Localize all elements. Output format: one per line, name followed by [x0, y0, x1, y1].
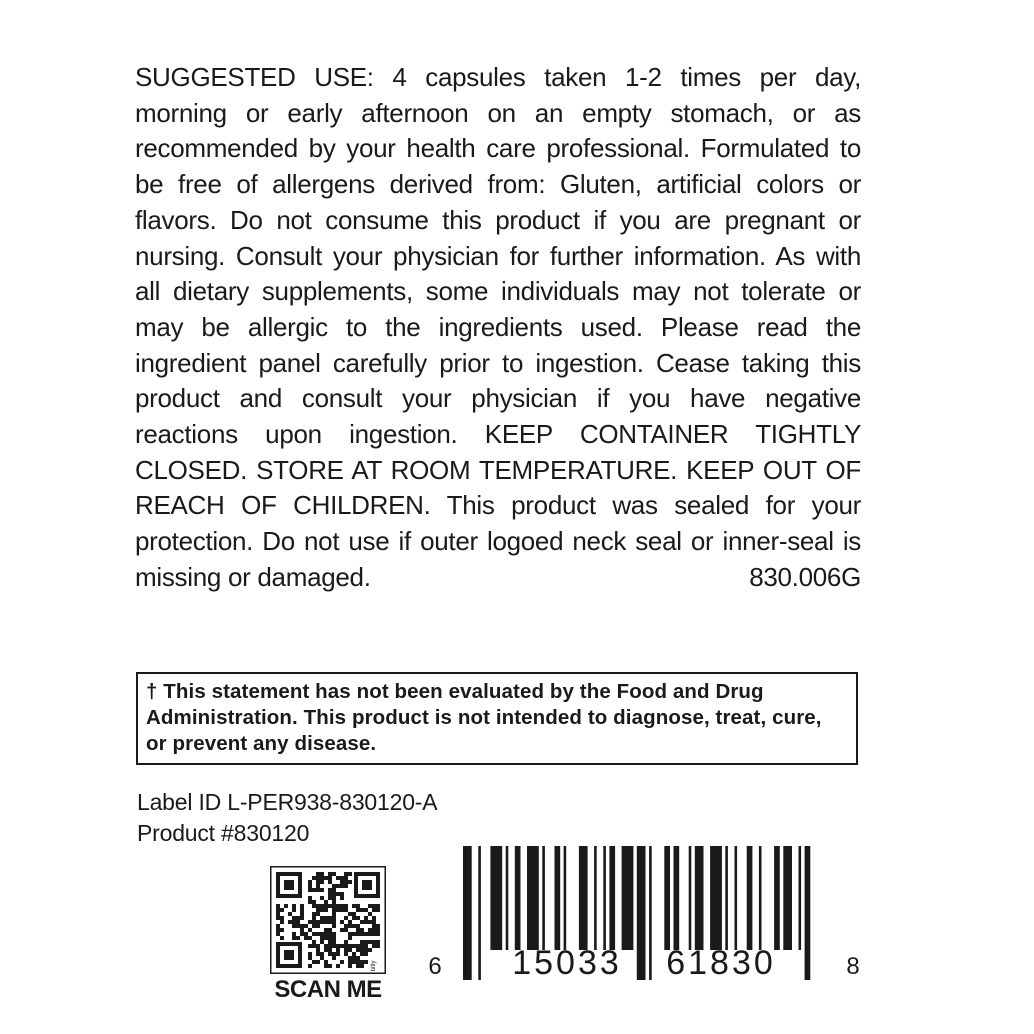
qr-module — [308, 964, 312, 968]
qr-module — [360, 960, 364, 964]
barcode-bar — [799, 846, 802, 950]
barcode-right-digits: 61830 — [666, 944, 776, 982]
qr-module — [308, 888, 312, 892]
qr-module — [320, 952, 324, 956]
qr-module — [364, 960, 368, 964]
qr-module — [332, 892, 336, 896]
barcode-bar — [783, 846, 792, 950]
barcode-bar — [542, 846, 545, 950]
qr-module — [320, 936, 324, 940]
qr-module — [348, 936, 352, 940]
qr-module — [316, 904, 320, 908]
qr-module — [340, 928, 344, 932]
qr-module — [348, 960, 352, 964]
qr-module — [376, 932, 380, 936]
qr-module — [352, 932, 356, 936]
qr-module — [308, 944, 312, 948]
qr-module — [376, 924, 380, 928]
qr-module — [308, 956, 312, 960]
qr-module — [336, 964, 340, 968]
qr-module — [332, 896, 336, 900]
barcode-bar — [664, 846, 670, 950]
qr-module — [360, 940, 364, 944]
qr-module — [276, 916, 280, 920]
qr-module — [324, 948, 328, 952]
qr-module — [296, 936, 300, 940]
qr-module — [324, 876, 328, 880]
qr-module — [328, 928, 332, 932]
qr-module — [328, 888, 332, 892]
qr-module — [348, 944, 352, 948]
qr-module — [308, 884, 312, 888]
barcode-bar — [603, 846, 606, 950]
qr-code[interactable] — [270, 866, 386, 974]
qr-module — [316, 880, 320, 884]
qr-module — [312, 876, 316, 880]
qr-module — [316, 912, 320, 916]
qr-module — [376, 944, 380, 948]
qr-module — [352, 904, 356, 908]
qr-module — [376, 928, 380, 932]
qr-module — [340, 960, 344, 964]
qr-module — [332, 936, 336, 940]
qr-module — [356, 924, 360, 928]
barcode-lead-digit: 6 — [428, 953, 442, 980]
barcode-bar — [555, 846, 561, 950]
qr-module — [360, 964, 364, 968]
qr-module — [368, 932, 372, 936]
qr-module — [312, 944, 316, 948]
qr-module — [352, 944, 356, 948]
qr-module — [344, 916, 348, 920]
qr-module — [328, 932, 332, 936]
qr-module — [336, 908, 340, 912]
qr-module — [360, 952, 364, 956]
qr-module — [360, 932, 364, 936]
qr-module — [372, 916, 376, 920]
qr-module — [312, 900, 316, 904]
barcode-bar — [674, 846, 680, 950]
qr-module — [280, 936, 284, 940]
barcode-bar — [515, 846, 521, 950]
qr-module — [364, 944, 368, 948]
qr-module — [336, 884, 340, 888]
qr-module — [364, 916, 368, 920]
fda-disclaimer-box — [136, 672, 858, 765]
qr-module — [316, 944, 320, 948]
qr-module — [308, 952, 312, 956]
qr-module — [364, 948, 368, 952]
qr-module — [340, 880, 344, 884]
qr-module — [276, 928, 280, 932]
barcode-bar — [735, 846, 738, 950]
qr-module — [292, 920, 296, 924]
qr-module — [332, 872, 336, 876]
qr-module — [316, 960, 320, 964]
qr-module — [348, 912, 352, 916]
qr-module — [304, 936, 308, 940]
qr-module — [364, 920, 368, 924]
qr-brand-label: bitly — [371, 960, 377, 972]
barcode-bar — [478, 846, 481, 980]
qr-module — [376, 940, 380, 944]
qr-module — [348, 956, 352, 960]
qr-module — [336, 904, 340, 908]
qr-module — [296, 916, 300, 920]
qr-module — [276, 932, 280, 936]
barcode-bar — [579, 846, 588, 950]
qr-module — [332, 908, 336, 912]
qr-module — [332, 888, 336, 892]
qr-module — [336, 892, 340, 896]
qr-module — [328, 964, 332, 968]
barcode-bar — [774, 846, 780, 950]
qr-module — [340, 908, 344, 912]
barcode-bar — [463, 846, 472, 980]
qr-module — [320, 916, 324, 920]
scan-me-caption: SCAN ME — [274, 976, 382, 1003]
qr-module — [356, 932, 360, 936]
qr-module — [320, 888, 324, 892]
qr-module — [328, 872, 332, 876]
barcode-bar — [695, 846, 704, 950]
qr-module — [292, 932, 296, 936]
qr-module — [344, 876, 348, 880]
qr-module — [352, 916, 356, 920]
qr-module — [308, 936, 312, 940]
qr-module — [368, 912, 372, 916]
qr-module — [316, 884, 320, 888]
qr-module — [348, 924, 352, 928]
qr-module — [328, 948, 332, 952]
qr-module — [316, 888, 320, 892]
qr-module — [320, 956, 324, 960]
qr-module — [328, 916, 332, 920]
qr-module — [372, 928, 376, 932]
qr-module — [332, 952, 336, 956]
qr-module — [292, 908, 296, 912]
qr-module — [312, 904, 316, 908]
qr-module — [308, 900, 312, 904]
qr-module — [324, 932, 328, 936]
qr-module — [320, 880, 324, 884]
qr-module — [344, 944, 348, 948]
qr-module — [356, 948, 360, 952]
qr-module — [356, 904, 360, 908]
qr-module — [308, 928, 312, 932]
qr-module — [308, 880, 312, 884]
qr-module — [280, 916, 284, 920]
barcode-bar — [710, 846, 722, 950]
qr-module — [348, 872, 352, 876]
qr-module — [336, 948, 340, 952]
qr-module — [292, 936, 296, 940]
qr-module — [360, 948, 364, 952]
qr-module — [352, 960, 356, 964]
qr-module — [372, 924, 376, 928]
qr-module — [312, 940, 316, 944]
qr-module — [276, 904, 280, 908]
qr-module — [320, 932, 324, 936]
qr-module — [316, 924, 320, 928]
qr-module — [300, 928, 304, 932]
qr-module — [300, 932, 304, 936]
barcode-bar — [622, 846, 634, 950]
qr-module — [320, 940, 324, 944]
qr-module — [308, 896, 312, 900]
barcode-bar — [759, 846, 762, 950]
qr-module — [312, 916, 316, 920]
qr-finder-bottom-left-icon — [276, 942, 302, 968]
qr-module — [356, 960, 360, 964]
qr-module — [332, 916, 336, 920]
qr-module — [372, 944, 376, 948]
qr-module — [332, 924, 336, 928]
qr-module — [328, 904, 332, 908]
qr-finder-top-right-icon — [354, 872, 380, 898]
qr-module — [312, 920, 316, 924]
barcode-bar — [490, 846, 502, 950]
qr-module — [352, 952, 356, 956]
qr-module — [300, 912, 304, 916]
qr-module — [316, 952, 320, 956]
qr-module — [324, 900, 328, 904]
qr-module — [372, 908, 376, 912]
qr-module — [320, 876, 324, 880]
qr-module — [340, 884, 344, 888]
qr-module — [324, 920, 328, 924]
qr-module — [352, 924, 356, 928]
qr-module — [312, 960, 316, 964]
qr-module — [328, 944, 332, 948]
qr-module — [348, 964, 352, 968]
qr-module — [372, 940, 376, 944]
qr-module — [364, 940, 368, 944]
qr-module — [356, 964, 360, 968]
qr-module — [344, 904, 348, 908]
barcode-bar — [506, 846, 509, 950]
barcode-check-digit: 8 — [846, 953, 860, 980]
qr-module — [360, 944, 364, 948]
qr-module — [332, 912, 336, 916]
qr-module — [320, 872, 324, 876]
qr-module — [344, 872, 348, 876]
qr-module — [316, 908, 320, 912]
qr-module — [344, 908, 348, 912]
qr-module — [280, 920, 284, 924]
qr-module — [316, 876, 320, 880]
product-number: Product #830120 — [137, 820, 310, 846]
qr-module — [312, 912, 316, 916]
qr-module — [364, 952, 368, 956]
qr-module — [316, 932, 320, 936]
qr-module — [292, 916, 296, 920]
qr-module — [328, 880, 332, 884]
qr-module — [296, 920, 300, 924]
qr-module — [344, 880, 348, 884]
qr-module — [328, 952, 332, 956]
qr-module — [336, 944, 340, 948]
qr-module — [368, 948, 372, 952]
qr-module — [348, 948, 352, 952]
qr-module — [336, 952, 340, 956]
qr-module — [344, 940, 348, 944]
qr-module — [300, 916, 304, 920]
barcode-left-digits: 15033 — [512, 944, 622, 982]
qr-module — [340, 876, 344, 880]
qr-module — [368, 940, 372, 944]
qr-module — [320, 920, 324, 924]
barcode-bar — [805, 846, 811, 980]
qr-module — [332, 956, 336, 960]
qr-module — [372, 920, 376, 924]
qr-module — [356, 928, 360, 932]
qr-module — [360, 928, 364, 932]
qr-module — [332, 932, 336, 936]
qr-module — [368, 904, 372, 908]
qr-module — [360, 920, 364, 924]
qr-module — [332, 920, 336, 924]
qr-module — [368, 928, 372, 932]
qr-module — [332, 904, 336, 908]
qr-module — [340, 892, 344, 896]
qr-module — [316, 948, 320, 952]
qr-module — [320, 904, 324, 908]
qr-module — [288, 912, 292, 916]
qr-module — [356, 908, 360, 912]
qr-module — [324, 928, 328, 932]
qr-module — [320, 896, 324, 900]
qr-module — [328, 896, 332, 900]
qr-module — [276, 908, 280, 912]
barcode-bar — [689, 846, 692, 950]
qr-module — [348, 880, 352, 884]
qr-module — [300, 908, 304, 912]
qr-module — [276, 912, 280, 916]
qr-module — [296, 924, 300, 928]
qr-module — [376, 908, 380, 912]
formula-code: 830.006G — [749, 561, 861, 592]
qr-module — [328, 876, 332, 880]
barcode-bar — [725, 846, 728, 950]
qr-module — [312, 924, 316, 928]
qr-module — [368, 920, 372, 924]
qr-module — [276, 924, 280, 928]
qr-module — [312, 932, 316, 936]
qr-module — [300, 924, 304, 928]
qr-module — [376, 904, 380, 908]
qr-module — [324, 944, 328, 948]
qr-module — [328, 936, 332, 940]
qr-module — [364, 908, 368, 912]
qr-module — [372, 932, 376, 936]
qr-module — [356, 956, 360, 960]
qr-module — [328, 940, 332, 944]
qr-module — [328, 920, 332, 924]
qr-module — [324, 916, 328, 920]
qr-module — [332, 944, 336, 948]
qr-module — [288, 920, 292, 924]
qr-module — [320, 908, 324, 912]
qr-module — [344, 884, 348, 888]
qr-module — [336, 876, 340, 880]
barcode-bar — [649, 846, 652, 980]
qr-module — [340, 944, 344, 948]
qr-module — [352, 956, 356, 960]
qr-module — [372, 904, 376, 908]
suggested-use-text: SUGGESTED USE: 4 capsules taken 1-2 times per day, morning or early afternoon on an empty stomach, or as recommended by your health care professional. Formulated to be free of allergens derived from: Gluten, artificial colors or flavors. Do not consume this product if you are pregnant or nursing. Consult your physician for further information. As with all dietary supplements, some individuals may not tolerate or may be allergic to the ingredients used. Please read the ingredient panel carefully prior to ingestion. Cease taking this product and consult your physician if you have negative reactions upon ingestion. KEEP CONTAINER TIGHTLY CLOSED. STORE AT ROOM TEMPERATURE. KEEP OUT OF REACH OF CHILDREN. This product was sealed for your protection. Do not use if outer logoed neck seal or inner-seal is missing or damaged. — [135, 62, 861, 592]
qr-finder-top-left-icon — [276, 872, 302, 898]
label-id: Label ID L-PER938-830120-A — [137, 789, 438, 815]
barcode-bar — [564, 846, 567, 950]
qr-module — [284, 904, 288, 908]
qr-module — [304, 932, 308, 936]
qr-module — [344, 928, 348, 932]
qr-module — [316, 872, 320, 876]
qr-module — [340, 920, 344, 924]
qr-module — [332, 940, 336, 944]
qr-module — [328, 892, 332, 896]
qr-module — [356, 944, 360, 948]
qr-module — [280, 928, 284, 932]
qr-module — [348, 932, 352, 936]
qr-module — [324, 960, 328, 964]
qr-module — [344, 952, 348, 956]
qr-module — [352, 912, 356, 916]
qr-module — [340, 904, 344, 908]
qr-module — [324, 936, 328, 940]
qr-module — [324, 908, 328, 912]
qr-module — [280, 908, 284, 912]
qr-module — [308, 920, 312, 924]
qr-module — [316, 920, 320, 924]
upc-barcode — [425, 840, 865, 990]
qr-module — [360, 908, 364, 912]
qr-module — [324, 964, 328, 968]
barcode-bar — [527, 846, 539, 950]
barcode-bar — [594, 846, 597, 950]
fda-disclaimer-text: † This statement has not been evaluated by the Food and Drug Administration. This product is not intended to diagnose, treat, cure, or prevent any disease. — [146, 680, 822, 755]
qr-module — [356, 916, 360, 920]
qr-module — [344, 948, 348, 952]
qr-module — [364, 932, 368, 936]
qr-module — [348, 920, 352, 924]
qr-module — [344, 924, 348, 928]
qr-module — [312, 888, 316, 892]
barcode-bar — [747, 846, 753, 950]
qr-module — [340, 896, 344, 900]
qr-module — [292, 904, 296, 908]
qr-module — [332, 900, 336, 904]
qr-module — [332, 884, 336, 888]
qr-module — [324, 904, 328, 908]
barcode-bar — [637, 846, 646, 980]
barcode-bar — [609, 846, 615, 950]
qr-module — [300, 904, 304, 908]
label-info — [137, 787, 437, 849]
suggested-use-paragraph — [135, 60, 861, 596]
qr-module — [304, 924, 308, 928]
qr-module — [292, 924, 296, 928]
